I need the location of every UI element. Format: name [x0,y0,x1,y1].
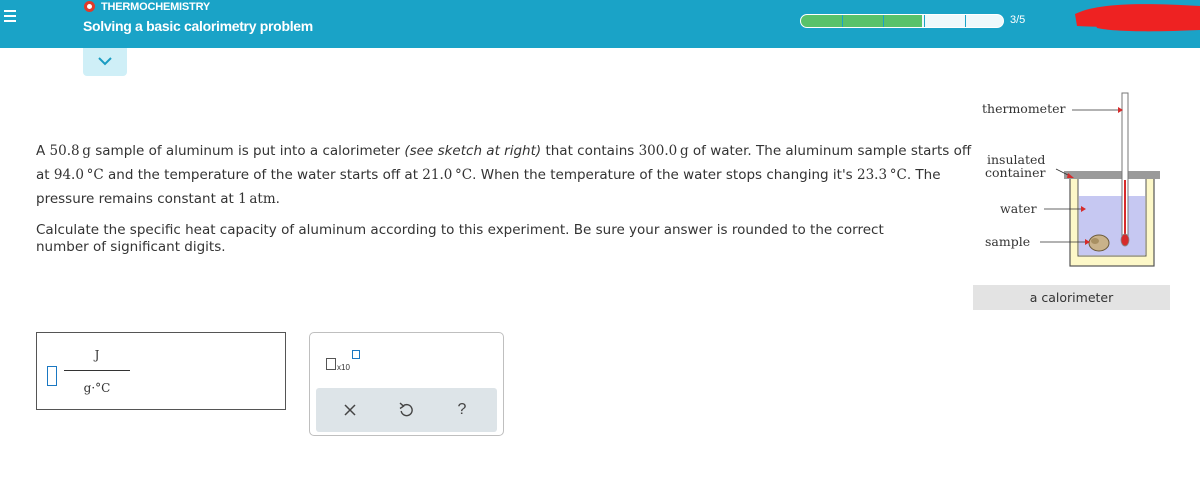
progress-separator [883,15,884,27]
q-mass-al: 50.8 [49,143,80,159]
progress-separator [842,15,843,27]
expand-toggle[interactable] [83,48,127,76]
q-unit: g [679,143,689,159]
unit-denominator: g·°C [83,381,111,395]
redacted-area [1075,0,1200,34]
clear-button[interactable] [330,388,370,432]
label-insulated: insulated [987,152,1046,167]
instruction-text: Calculate the specific heat capacity of aluminum according to this experiment. Be sure your answer is rounded to the correct number of significant digits. [36,222,884,255]
undo-icon [399,402,413,418]
q-text: . The pressure remains constant at [36,167,941,207]
sci-mantissa-box [326,358,336,370]
q-pressure: 1 [238,191,247,207]
progress-count: 3/5 [1010,14,1026,26]
q-unit: atm [249,191,276,207]
answer-area [36,332,286,410]
label-water: water [1000,201,1037,216]
answer-input[interactable] [47,366,57,386]
undo-button[interactable] [386,388,426,432]
progress-fill [801,15,922,27]
sci-label: x10 [337,363,350,372]
q-temp-water: 21.0 [422,167,453,183]
q-text: that contains [541,143,639,159]
sci-exponent-box [352,350,360,359]
q-temp-al: 94.0 [53,167,84,183]
q-text: sample of aluminum is put into a calorimeter [90,143,405,159]
top-bar [0,0,1200,48]
q-text: of water. The aluminum sample starts off at [36,143,972,183]
topic-status-icon [84,1,95,12]
progress-separator [965,15,966,27]
progress-separator [924,15,925,27]
topic-label: THERMOCHEMISTRY [101,0,211,13]
toolbox-actions [316,388,497,432]
q-text: and the temperature of the water starts off at [103,167,423,183]
q-text: . [275,191,280,207]
unit-numerator: J [94,348,100,362]
scientific-notation-button[interactable] [324,350,364,374]
topic-header [84,0,210,13]
menu-icon[interactable] [0,0,22,48]
label-container: container [985,165,1046,180]
q-temp-final: 23.3 [856,167,888,183]
q-text: . When the temperature of the water stops changing it's [472,167,857,183]
chevron-down-icon [98,56,112,66]
answer-toolbox [309,332,504,436]
help-button[interactable]: ? [457,401,467,418]
q-unit: °C [86,167,104,183]
q-unit: g [82,143,91,159]
fraction-bar [64,370,130,371]
page-title: Solving a basic calorimetry problem [83,18,313,34]
q-unit: °C [455,167,473,183]
q-aside: (see sketch at right) [404,143,542,159]
q-mass-water: 300.0 [638,143,678,159]
q-text: A [36,143,50,159]
question-text [36,139,976,211]
label-thermometer: thermometer [982,101,1066,116]
q-unit: °C [889,167,907,183]
sketch-caption: a calorimeter [973,285,1170,310]
close-icon [344,404,356,416]
progress-bar [800,14,1004,28]
label-sample: sample [985,234,1031,249]
